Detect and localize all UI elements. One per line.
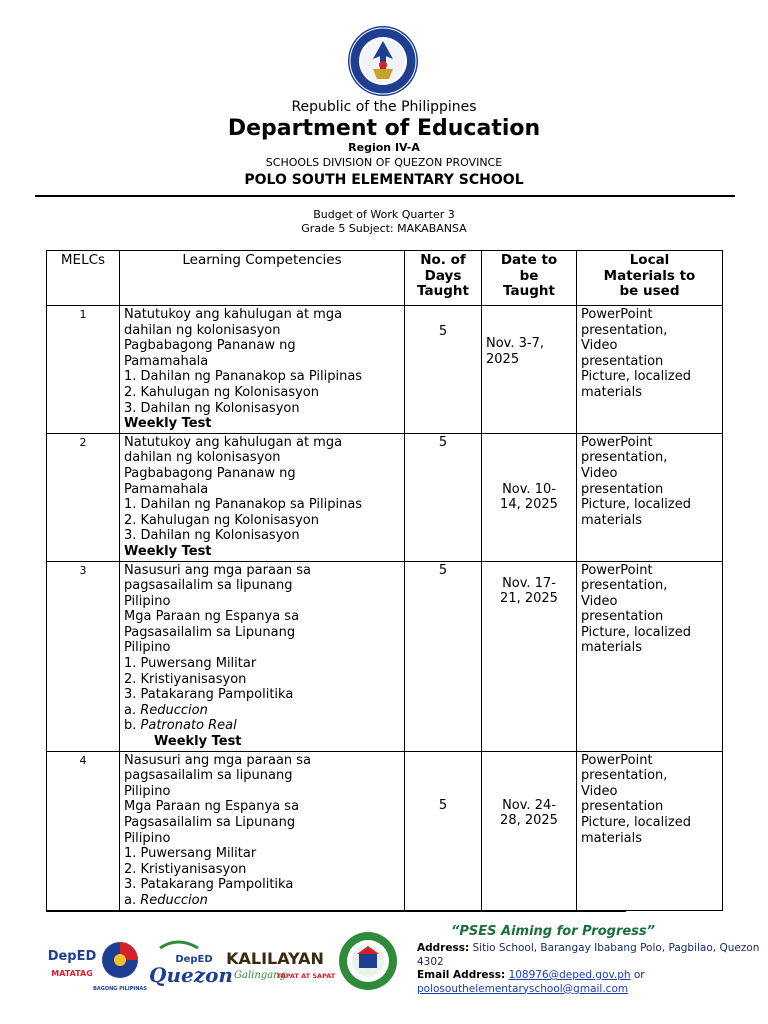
header-melcs: MELCs — [47, 251, 120, 306]
materials-cell: PowerPoint presentation, Video presentation Picture, localized materials — [577, 306, 723, 434]
footer-email: Email Address: 108976@deped.gov.ph or — [417, 969, 645, 981]
deped-seal-logo — [347, 25, 419, 97]
svg-text:TAPAT AT SAPAT: TAPAT AT SAPAT — [276, 972, 336, 980]
division-heading: SCHOOLS DIVISION OF QUEZON PROVINCE — [265, 156, 503, 169]
melc-number: 2 — [47, 433, 120, 561]
footer-address: Address: Sitio School, Barangay Ibabang Polo, Pagbilao, Quezon 4302 — [417, 942, 760, 968]
days-cell: 5 — [405, 306, 482, 434]
date-cell: Nov. 24- 28, 2025 — [482, 751, 577, 910]
svg-text:KALILAYAN: KALILAYAN — [226, 949, 324, 968]
deped-quezon-logo — [149, 942, 233, 987]
email-link-1[interactable]: 108976@deped.gov.ph — [508, 969, 631, 981]
competency-cell: Nasusuri ang mga paraan sa pagsasailalim sa lipunang Pilipino Mga Paraan ng Espanya sa Pagsasailalim sa Lipunang Pilipino 1. Puwersang Militar 2. Kristiyanisasyon 3. Patakarang Pampolitika a. Reduccion b. Patronato Real Weekly Test — [120, 561, 405, 751]
school-heading: POLO SOUTH ELEMENTARY SCHOOL — [244, 172, 524, 188]
footer-divider — [46, 911, 626, 912]
table-row — [47, 751, 723, 910]
deped-matatag-logo — [48, 940, 96, 986]
email-link-2[interactable]: polosouthelementaryschool@gmail.com — [417, 982, 629, 995]
header-competencies: Learning Competencies — [120, 251, 405, 306]
table-row — [47, 561, 723, 751]
header-materials: Local Materials to be used — [577, 251, 723, 306]
svg-text:MATATAG: MATATAG — [51, 969, 93, 978]
days-cell: 5 — [405, 751, 482, 910]
kalilayan-logo — [226, 949, 336, 981]
date-cell: Nov. 3-7, 2025 — [482, 306, 577, 434]
header-divider — [35, 195, 735, 197]
days-cell: 5 — [405, 561, 482, 751]
table-header-row — [47, 251, 723, 306]
table-row — [47, 433, 723, 561]
competency-cell: Natutukoy ang kahulugan at mga dahilan ng kolonisasyon Pagbabagong Pananaw ng Pamamahala 1. Dahilan ng Pananakop sa Pilipinas 2. Kahulugan ng Kolonisasyon 3. Dahilan ng Kolonisasyon Weekly Test — [120, 433, 405, 561]
melc-number: 3 — [47, 561, 120, 751]
republic-heading: Republic of the Philippines — [291, 99, 477, 115]
competency-cell: Nasusuri ang mga paraan sa pagsasailalim sa lipunang Pilipino Mga Paraan ng Espanya sa Pagsasailalim sa Lipunang Pilipino 1. Puwersang Militar 2. Kristiyanisasyon 3. Patakarang Pampolitika a. Reduccion — [120, 751, 405, 910]
svg-text:Quezon: Quezon — [149, 963, 233, 987]
materials-cell: PowerPoint presentation, Video presentation Picture, localized materials — [577, 433, 723, 561]
bagong-pilipinas-logo — [93, 942, 147, 992]
svg-text:DepED: DepED — [175, 954, 213, 965]
school-seal-logo — [339, 932, 397, 990]
days-cell: 5 — [405, 433, 482, 561]
materials-cell: PowerPoint presentation, Video presentation Picture, localized materials — [577, 751, 723, 910]
department-heading: Department of Education — [227, 116, 541, 141]
materials-cell: PowerPoint presentation, Video presentation Picture, localized materials — [577, 561, 723, 751]
school-motto: “PSES Aiming for Progress” — [451, 924, 656, 939]
header-days: No. of Days Taught — [405, 251, 482, 306]
document-subtitle: Grade 5 Subject: MAKABANSA — [301, 222, 467, 235]
weekly-test-label: Weekly Test — [124, 416, 212, 432]
svg-text:DepED: DepED — [48, 949, 97, 964]
header-date: Date to be Taught — [482, 251, 577, 306]
date-cell: Nov. 17- 21, 2025 — [482, 561, 577, 751]
svg-text:BAGONG PILIPINAS: BAGONG PILIPINAS — [93, 986, 147, 992]
region-heading: Region IV-A — [348, 141, 420, 154]
competency-cell: Natutukoy ang kahulugan at mga dahilan ng kolonisasyon Pagbabagong Pananaw ng Pamamahala 1. Dahilan ng Pananakop sa Pilipinas 2. Kahulugan ng Kolonisasyon 3. Dahilan ng Kolonisasyon Weekly Test — [120, 306, 405, 434]
table-row — [47, 306, 723, 434]
svg-text:Galingang: Galingang — [234, 970, 286, 981]
weekly-test-label: Weekly Test — [124, 543, 212, 559]
document-title: Budget of Work Quarter 3 — [313, 208, 455, 221]
weekly-test-label: Weekly Test — [154, 734, 242, 750]
budget-of-work-table — [46, 250, 723, 911]
footer-logo-strip — [48, 928, 413, 1000]
footer-contact — [417, 942, 762, 996]
melc-number: 1 — [47, 306, 120, 434]
melc-number: 4 — [47, 751, 120, 910]
date-cell: Nov. 10- 14, 2025 — [482, 433, 577, 561]
